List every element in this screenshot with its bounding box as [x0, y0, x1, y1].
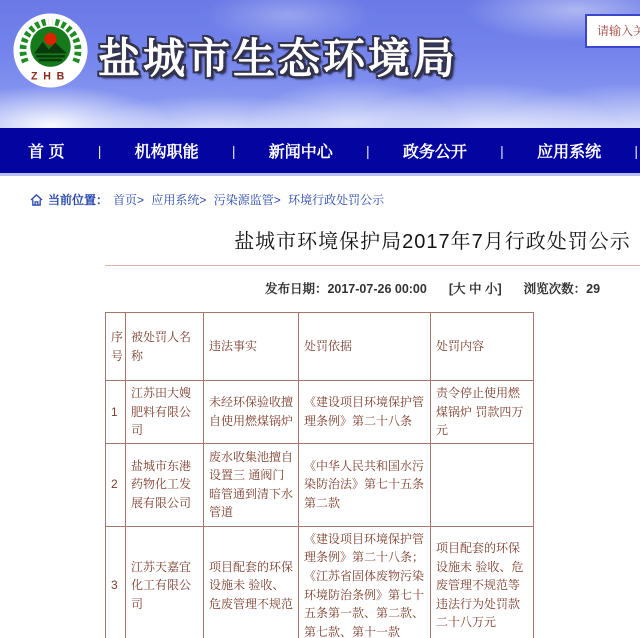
- penalty-table-body: [106, 381, 534, 638]
- table-row: [106, 526, 534, 638]
- nav-item-3[interactable]: 政务公开: [402, 144, 467, 161]
- nav-separator: |: [231, 142, 236, 159]
- views-count: 29: [586, 282, 601, 296]
- publish-date-label: 发布日期：: [264, 282, 328, 296]
- search-input[interactable]: [587, 16, 640, 46]
- nav-menu: [0, 139, 640, 162]
- home-icon[interactable]: [30, 194, 43, 206]
- table-cell-2: 项目配套的环保设施未 验收、危废管理不规范: [204, 526, 299, 638]
- nav-separator: |: [366, 142, 370, 159]
- nav-item-1[interactable]: 机构职能: [134, 144, 199, 161]
- nav-item-2[interactable]: 新闻中心: [268, 144, 333, 161]
- table-cell-2: 废水收集池擅自设置三 通阀门暗管通到清下水管道: [204, 443, 299, 526]
- site-banner: [0, 0, 640, 128]
- logo-icon: [12, 12, 89, 89]
- table-cell-4: 责令停止使用燃煤锅炉 罚款四万元: [431, 381, 534, 444]
- breadcrumb-link-3[interactable]: 环境行政处罚公示: [288, 193, 385, 207]
- table-cell-4: 项目配套的环保设施未 验收、危废管理不规范等违法行为处罚款二十八万元: [431, 526, 534, 638]
- column-header-0: 序号: [106, 313, 126, 381]
- nav-separator: |: [634, 142, 638, 159]
- penalty-table: [105, 312, 534, 638]
- article-content: [105, 225, 640, 638]
- site-title: 盐城市生态环境局: [98, 35, 459, 82]
- table-cell-3: 《建设项目环境保护管 理条例》第二十八条: [299, 381, 431, 444]
- penalty-table-header: [106, 313, 534, 381]
- svg-text:ZHB: ZHB: [30, 70, 71, 83]
- table-cell-3: 《中华人民共和国水污染防治法》第七十五条第二款: [299, 443, 431, 526]
- breadcrumb-trail: [113, 191, 384, 208]
- column-header-2: 违法事实: [204, 313, 299, 381]
- column-header-4: 处罚内容: [431, 313, 534, 381]
- breadcrumb-link-0[interactable]: 首页: [113, 193, 138, 207]
- nav-separator: |: [97, 142, 102, 159]
- table-cell-3: 《建设项目环境保护管 理条例》第二十八条；《江苏省固体废物污染环境防治条例》第七十五条第一款、第二款、第七款、第十一款: [299, 526, 431, 638]
- breadcrumb: [0, 176, 640, 208]
- breadcrumb-link-2[interactable]: 污染源监管: [213, 193, 274, 207]
- table-cell-4: [431, 443, 534, 526]
- table-cell-0: 3: [106, 526, 126, 638]
- nav-item-0[interactable]: 首 页: [28, 144, 65, 161]
- table-cell-1: 盐城市东港药物化工发展有限公司: [126, 443, 204, 526]
- breadcrumb-link-1[interactable]: 应用系统: [151, 193, 200, 207]
- article-meta: [105, 266, 640, 297]
- breadcrumb-separator: >: [137, 193, 148, 207]
- table-cell-0: 2: [106, 443, 126, 526]
- table-row: [106, 443, 534, 526]
- table-cell-2: 未经环保验收擅自使用燃煤锅炉: [204, 381, 299, 444]
- publish-date: 2017-07-26 00:00: [327, 282, 427, 296]
- main-nav: [0, 128, 640, 176]
- table-cell-1: 江苏天嘉宜化工有限公司: [126, 526, 204, 638]
- breadcrumb-label: 当前位置：: [48, 193, 109, 207]
- views-label: 浏览次数：: [523, 282, 587, 296]
- table-row: [106, 381, 534, 444]
- table-cell-1: 江苏田大嫂肥料有限公司: [126, 381, 204, 444]
- breadcrumb-separator: >: [199, 193, 210, 207]
- column-header-1: 被处罚人名称: [126, 313, 204, 381]
- page-title: 盐城市环境保护局2017年7月行政处罚公示: [234, 231, 631, 253]
- nav-separator: |: [500, 142, 504, 159]
- table-cell-0: 1: [106, 381, 126, 444]
- font-size-control[interactable]: [大 中 小]: [448, 282, 502, 296]
- breadcrumb-separator: >: [273, 193, 285, 207]
- search-box: [585, 14, 640, 48]
- nav-item-4[interactable]: 应用系统: [537, 144, 602, 161]
- environmental-protection-logo[interactable]: [12, 12, 89, 89]
- column-header-3: 处罚依据: [299, 313, 431, 381]
